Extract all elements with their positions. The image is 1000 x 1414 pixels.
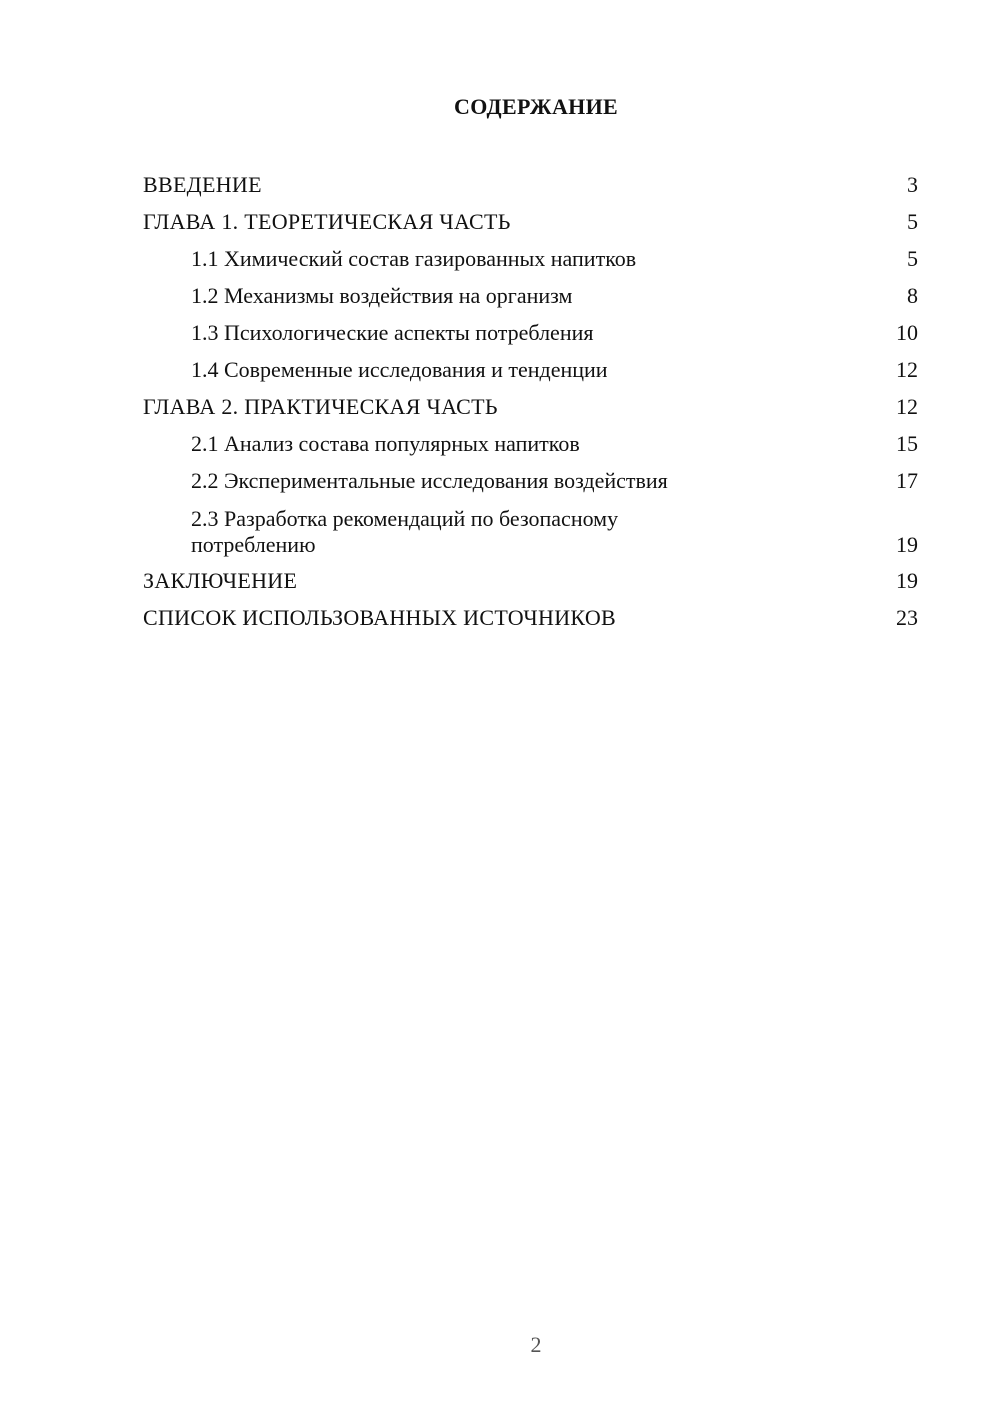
toc-entry-page: 23 — [896, 605, 918, 630]
toc-entry-label: 2.1 Анализ состава популярных напитков — [191, 431, 580, 456]
toc-entry-label: ЗАКЛЮЧЕНИЕ — [143, 568, 298, 593]
toc-entry-section-1-3 — [143, 314, 918, 351]
toc-entry-section-1-4 — [143, 351, 918, 388]
toc-entry-label: 1.4 Современные исследования и тенденции — [191, 357, 608, 382]
toc-entry-page: 17 — [896, 468, 918, 493]
toc-entry-page: 15 — [896, 431, 918, 456]
toc-entry-label: 1.3 Психологические аспекты потребления — [191, 320, 594, 345]
toc-entry-label: СПИСОК ИСПОЛЬЗОВАННЫХ ИСТОЧНИКОВ — [143, 605, 616, 630]
toc-entry-references — [143, 599, 918, 636]
toc-entry-page: 19 — [896, 532, 918, 557]
toc-entry-chapter-2 — [143, 388, 918, 425]
toc-entry-page: 5 — [907, 209, 918, 234]
toc-title: СОДЕРЖАНИЕ — [454, 94, 618, 119]
toc-entry-page: 12 — [896, 394, 918, 419]
toc-entry-label: 2.2 Экспериментальные исследования воздействия — [191, 468, 668, 493]
toc-entry-section-1-2 — [143, 277, 918, 314]
toc-entry-label: 1.1 Химический состав газированных напитков — [191, 246, 637, 271]
toc-entry-page: 5 — [907, 246, 918, 271]
toc-entry-label: ВВЕДЕНИЕ — [143, 172, 262, 197]
toc-entry-chapter-1 — [143, 203, 918, 240]
page-number: 2 — [530, 1332, 542, 1357]
toc-entry-page: 12 — [896, 357, 918, 382]
toc-entry-label: 2.3 Разработка рекомендаций по безопасному потреблению — [191, 506, 619, 557]
toc-entry-conclusion — [143, 562, 918, 599]
toc-entry-label: ГЛАВА 2. ПРАКТИЧЕСКАЯ ЧАСТЬ — [143, 394, 498, 419]
toc-entry-section-1-1 — [143, 240, 918, 277]
toc-entry-section-2-3 — [143, 499, 918, 562]
toc-entry-section-2-2 — [143, 462, 918, 499]
toc-entry-page: 3 — [907, 172, 918, 197]
toc-entry-page: 19 — [896, 568, 918, 593]
toc-entry-page: 8 — [907, 283, 918, 308]
toc-entry-page: 10 — [896, 320, 918, 345]
table-of-contents — [143, 166, 918, 636]
toc-entry-section-2-1 — [143, 425, 918, 462]
toc-entry-label: ГЛАВА 1. ТЕОРЕТИЧЕСКАЯ ЧАСТЬ — [143, 209, 511, 234]
toc-entry-introduction — [143, 166, 918, 203]
toc-entry-label: 1.2 Механизмы воздействия на организм — [191, 283, 573, 308]
